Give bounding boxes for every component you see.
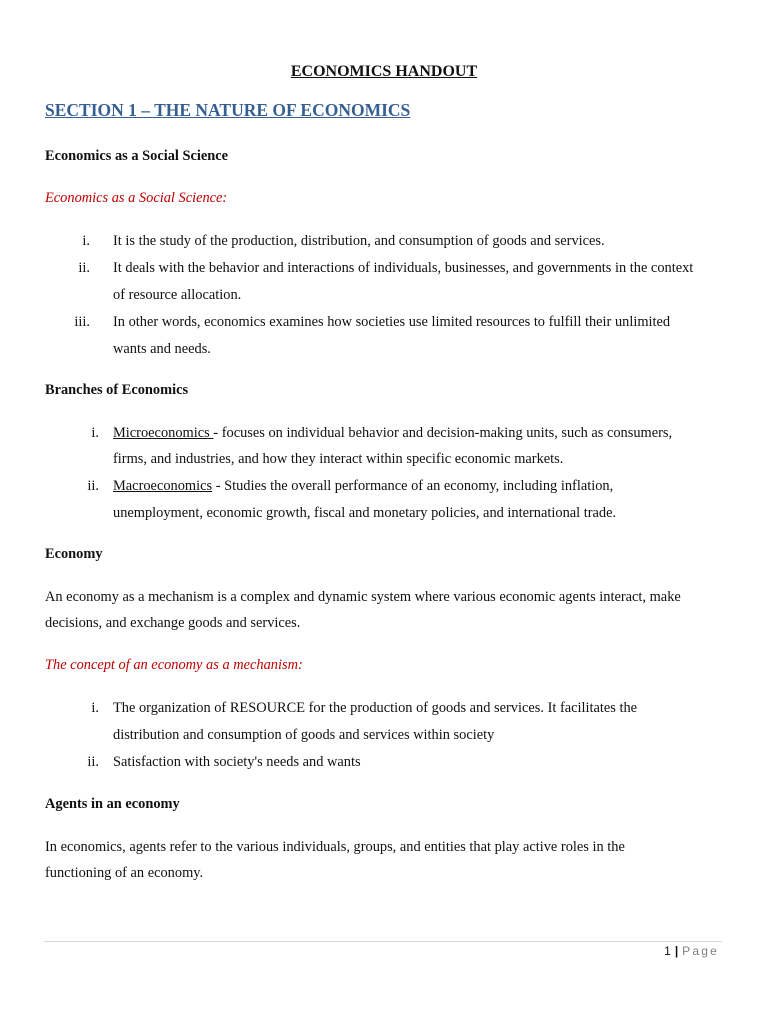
term-macroeconomics: Macroeconomics bbox=[113, 478, 213, 494]
list-item-text bbox=[113, 477, 613, 495]
list-item-text: Satisfaction with society's needs and wants bbox=[113, 754, 361, 770]
definition-text: - Studies the overall performance of an economy, including inflation, bbox=[212, 478, 614, 494]
list-marker: i. bbox=[91, 425, 99, 441]
paragraph-line: decisions, and exchange goods and services. bbox=[45, 615, 301, 631]
page-number: 1 bbox=[664, 944, 671, 958]
list-marker: i. bbox=[91, 700, 99, 716]
paragraph-line: functioning of an economy. bbox=[45, 865, 204, 881]
list-item-text: wants and needs. bbox=[113, 341, 211, 357]
list-marker: iii. bbox=[74, 314, 90, 330]
subheading-mechanism: The concept of an economy as a mechanism: bbox=[45, 657, 303, 673]
paragraph-line: An economy as a mechanism is a complex and dynamic system where various economic agents interact, make bbox=[45, 589, 681, 605]
list-marker: ii. bbox=[78, 260, 90, 276]
list-marker: ii. bbox=[87, 478, 99, 494]
heading-agents: Agents in an economy bbox=[45, 796, 180, 812]
section-heading: SECTION 1 – THE NATURE OF ECONOMICS bbox=[45, 100, 411, 120]
list-item-text: distribution and consumption of goods and services within society bbox=[113, 727, 495, 743]
footer-divider bbox=[44, 941, 722, 942]
definition-text: - focuses on individual behavior and decision-making units, such as consumers, bbox=[213, 425, 673, 441]
list-item-text: The organization of RESOURCE for the production of goods and services. It facilitates the bbox=[113, 700, 638, 716]
list-item-text: In other words, economics examines how societies use limited resources to fulfill their unlimited bbox=[113, 314, 671, 330]
list-item-text: unemployment, economic growth, fiscal and monetary policies, and international trade. bbox=[113, 505, 617, 521]
list-marker: i. bbox=[82, 233, 90, 249]
heading-social-science: Economics as a Social Science bbox=[45, 148, 229, 164]
heading-branches: Branches of Economics bbox=[45, 382, 189, 398]
document-title: ECONOMICS HANDOUT bbox=[290, 63, 478, 80]
list-item-text bbox=[113, 424, 672, 442]
term-microeconomics: Microeconomics bbox=[113, 425, 214, 441]
footer-separator: | bbox=[674, 944, 679, 958]
subheading-social-science: Economics as a Social Science: bbox=[45, 190, 228, 206]
heading-economy: Economy bbox=[45, 546, 103, 562]
list-item-text: firms, and industries, and how they interact within specific economic markets. bbox=[113, 451, 564, 467]
list-item-text: of resource allocation. bbox=[113, 287, 242, 303]
list-item-text: It deals with the behavior and interactions of individuals, businesses, and governments in the context bbox=[113, 260, 694, 276]
page-footer bbox=[664, 943, 719, 959]
paragraph-line: In economics, agents refer to the various individuals, groups, and entities that play active roles in the bbox=[45, 839, 625, 855]
page-label: Page bbox=[682, 944, 719, 958]
list-marker: ii. bbox=[87, 754, 99, 770]
list-item-text: It is the study of the production, distribution, and consumption of goods and services. bbox=[113, 233, 605, 249]
